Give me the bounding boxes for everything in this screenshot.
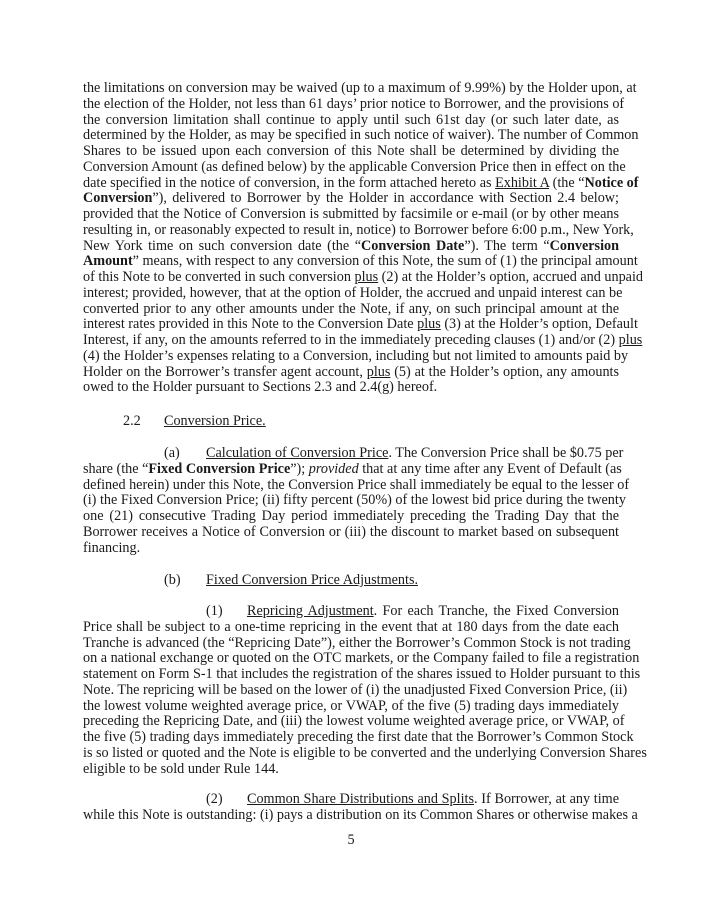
subsection-title-text: Fixed Conversion Price Adjustments <box>206 572 415 588</box>
text-run: Holder on the Borrower’s transfer agent account, <box>83 363 367 380</box>
text-run: Interest, if any, on the amounts referred to in the immediately preceding clauses (1) and/or (2) <box>83 332 619 348</box>
text-run: . For each Tranche, the Fixed Conversion <box>373 603 619 619</box>
text-run: ”). The term “ <box>464 237 550 254</box>
text-line: the lowest volume weighted average price, or VWAP, of the five (5) trading days immediately <box>83 697 619 714</box>
text-line: while this Note is outstanding: (i) pays a distribution on its Common Shares or otherwise makes a <box>83 806 638 823</box>
text-line <box>83 365 619 381</box>
text-run: of this Note to be converted in such conversion <box>83 269 355 285</box>
text-run: interest rates provided in this Note to the Conversion Date <box>83 316 418 333</box>
section-title-text: Conversion Price <box>164 413 263 429</box>
text-line: one (21) consecutive Trading Day period immediately preceding the Trading Day that the <box>83 508 619 524</box>
text-line: provided that the Notice of Conversion is submitted by facsimile or e-mail (or by other means <box>83 206 619 222</box>
defined-term: Notice of <box>584 174 639 191</box>
text-line <box>83 604 619 620</box>
defined-term: Conversion <box>83 190 153 207</box>
exhibit-a-reference: Exhibit A <box>495 174 550 191</box>
item-2-distributions-and-splits <box>83 791 638 824</box>
text-line: financing. <box>83 539 141 556</box>
text-line <box>83 316 638 333</box>
text-line: (4) the Holder’s expenses relating to a Conversion, including but not limited to amounts paid by <box>83 347 629 364</box>
text-run: share (the “ <box>83 460 149 477</box>
text-run: (2) at the Holder’s option, accrued and unpaid <box>378 269 644 285</box>
text-line <box>83 332 643 349</box>
text-line: preceding the Repricing Date, and (iii) the lowest volume weighted average price, or VWAP, of <box>83 713 625 730</box>
text-run: (5) at the Holder’s option, any amounts <box>390 363 619 380</box>
item-title: Repricing Adjustment <box>247 603 374 619</box>
text-run: (3) at the Holder’s option, Default <box>440 316 638 333</box>
text-line: Conversion Amount (as defined below) by the applicable Conversion Price then in effect on the <box>83 158 626 175</box>
text-line <box>83 269 644 286</box>
text-line: Price shall be subject to a one-time repricing in the event that at 180 days from the date each <box>83 618 619 635</box>
text-run: . The Conversion Price shall be $0.75 per <box>388 445 624 461</box>
subsection-title: Calculation of Conversion Price <box>206 445 389 461</box>
text-line: the five (5) trading days immediately preceding the first date that the Borrower’s Common Stock <box>83 729 634 745</box>
text-line: is so listed or quoted and the Note is eligible to be converted and the underlying Conversion Shares <box>83 744 647 761</box>
section-number: 2.2 <box>123 413 141 429</box>
item-label: (1) <box>206 603 223 619</box>
section-2-2-title <box>164 414 266 430</box>
text-line: resulting in, or reasonably expected to result in, notice) to Borrower before 6:00 p.m., New York, <box>83 221 634 238</box>
text-run: date specified in the notice of conversion, in the form attached hereto as <box>83 174 496 191</box>
subsection-title: Fixed Conversion Price Adjustments. <box>206 572 419 588</box>
italic-term: provided <box>308 460 359 477</box>
plus-term: plus <box>417 316 441 333</box>
text-line: Borrower receives a Notice of Conversion or (iii) the discount to market based on subsequent <box>83 523 619 540</box>
defined-term: Amount <box>83 253 133 270</box>
text-line <box>83 460 622 478</box>
text-run: (the “ <box>549 174 585 191</box>
text-line: interest; provided, however, that at the option of Holder, the accrued and unpaid interest can be <box>83 284 623 301</box>
plus-term: plus <box>366 363 391 380</box>
text-line: the conversion limitation shall continue to apply until such 61st day (or such later date, as <box>83 111 619 128</box>
text-line: eligible to be sold under Rule 144. <box>83 760 279 777</box>
text-line: Note. The repricing will be based on the lower of (i) the unadjusted Fixed Conversion Price, (ii) <box>83 681 628 698</box>
text-line: owed to the Holder pursuant to Sections 2.3 and 2.4(g) hereof. <box>83 379 438 396</box>
defined-term: Conversion <box>549 237 619 254</box>
subsection-b-label: (b) <box>164 572 181 588</box>
text-line <box>83 253 638 270</box>
subsection-b-title <box>206 573 418 589</box>
text-line <box>83 239 619 255</box>
text-line: the election of the Holder, not less than 61 days’ prior notice to Borrower, and the provisions of <box>83 95 625 112</box>
text-line: (i) the Fixed Conversion Price; (ii) fifty percent (50%) of the lowest bid price during the twenty <box>83 492 626 509</box>
text-line: determined by the Holder, as may be specified in such notice of waiver). The number of Common <box>83 127 639 144</box>
section-2-2-heading <box>123 414 141 430</box>
text-line: Tranche is advanced (the “Repricing Date”), either the Borrower’s Common Stock is not trading <box>83 634 631 651</box>
text-run: ”); <box>290 460 309 477</box>
item-1-repricing-adjustment <box>83 603 647 777</box>
text-line: on a national exchange or quoted on the OTC markets, or the Company failed to file a registration <box>83 650 640 667</box>
text-run: ” means, with respect to any conversion of this Note, the sum of (1) the principal amount <box>132 253 638 270</box>
item-title: Common Share Distributions and Splits <box>247 791 475 807</box>
text-line <box>83 174 639 192</box>
text-line <box>83 445 624 462</box>
text-line: the limitations on conversion may be waived (up to a maximum of 9.99%) by the Holder upon, at <box>83 80 637 96</box>
subsection-a-calculation <box>83 445 630 556</box>
subsection-label: (a) <box>164 445 180 461</box>
item-label: (2) <box>206 791 223 807</box>
text-line <box>83 191 619 207</box>
text-run: . If Borrower, at any time <box>474 791 620 807</box>
text-line <box>83 792 619 808</box>
section-title: Conversion Price. <box>164 413 266 429</box>
plus-term: plus <box>618 332 643 348</box>
text-run: New York time on such conversion date (the “ <box>83 237 362 254</box>
defined-term: Fixed Conversion Price <box>148 460 291 477</box>
plus-term: plus <box>354 269 379 285</box>
defined-term: Conversion Date <box>361 237 465 254</box>
text-line: converted prior to any other amounts under the Note, if any, on such principal amount at the <box>83 300 619 317</box>
paragraph-conversion-limitations <box>83 80 644 396</box>
text-line: statement on Form S-1 that includes the registration of the shares issued to Holder pursuant to this <box>83 666 641 682</box>
text-line: defined herein) under this Note, the Conversion Price shall immediately be equal to the lesser of <box>83 476 630 493</box>
text-run: that at any time after any Event of Default (as <box>358 460 622 477</box>
text-line: Shares to be issued upon each conversion of this Note shall be determined by dividing the <box>83 143 619 159</box>
text-run: ”), delivered to Borrower by the Holder in accordance with Section 2.4 below; <box>152 190 619 207</box>
page-number: 5 <box>347 832 355 848</box>
